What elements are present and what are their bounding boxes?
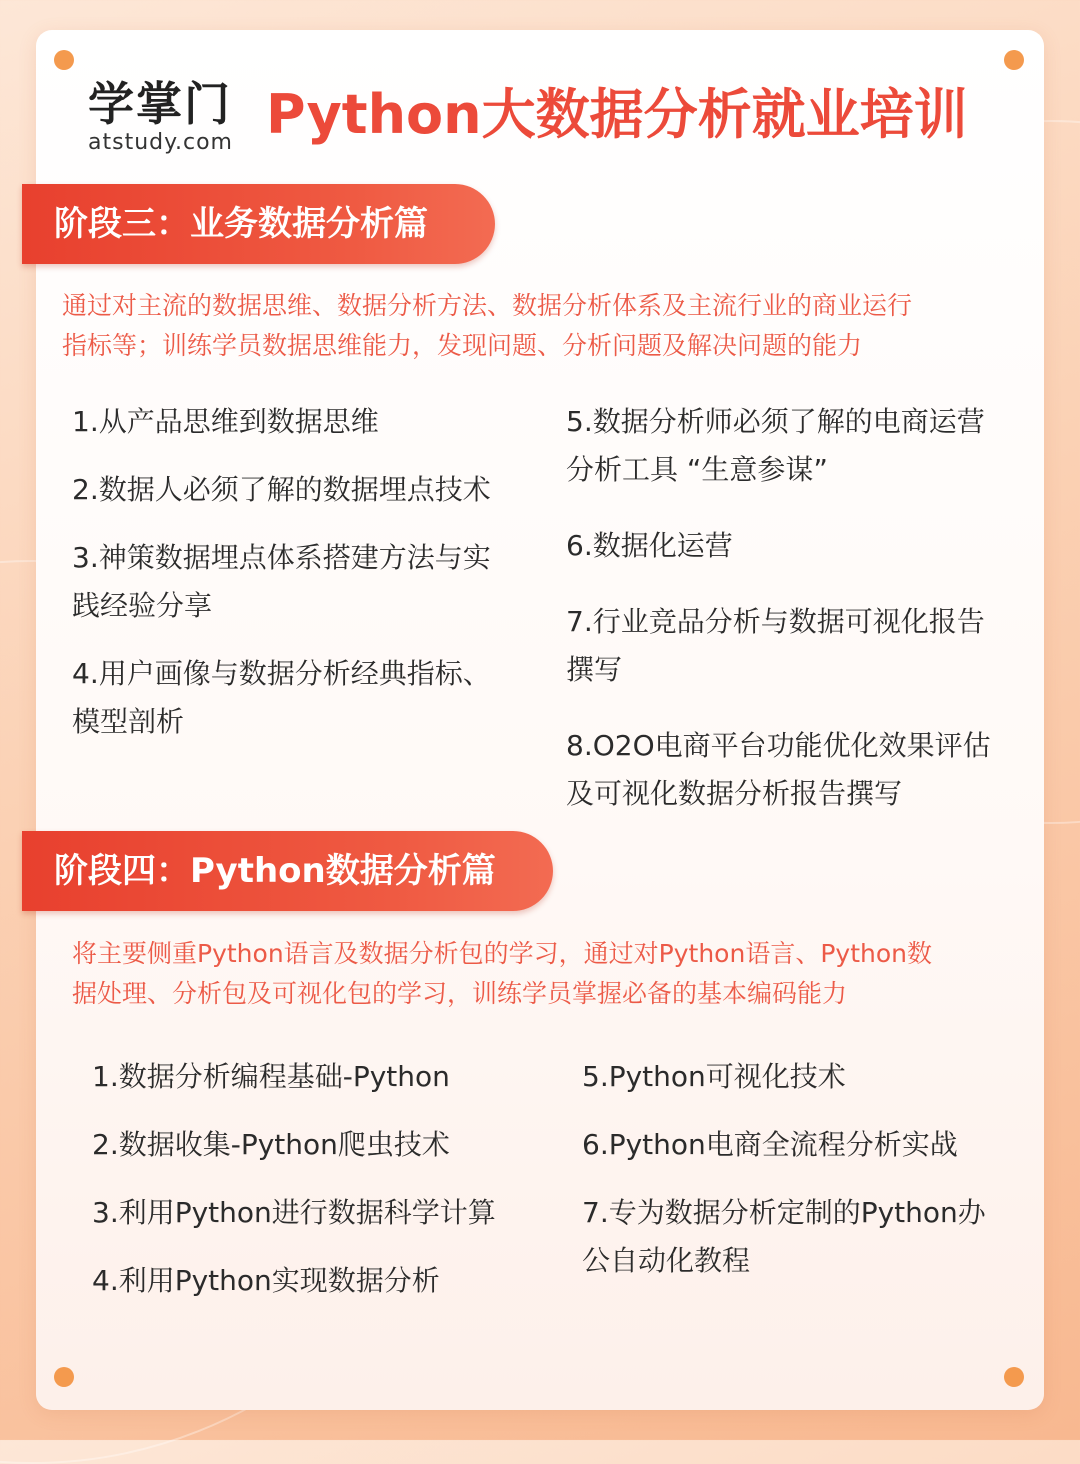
list-item: 3.神策数据埋点体系搭建方法与实 践经验分享 — [72, 541, 491, 622]
corner-dot — [54, 1367, 74, 1387]
list-item: 6.数据化运营 — [566, 529, 733, 562]
corner-dot — [54, 50, 74, 70]
list-item: 1.数据分析编程基础-Python — [92, 1060, 450, 1093]
list-item: 4.利用Python实现数据分析 — [92, 1264, 440, 1297]
stage3-desc-line: 通过对主流的数据思维、数据分析方法、数据分析体系及主流行业的商业运行 — [62, 291, 913, 320]
list-item: 5.数据分析师必须了解的电商运营 分析工具 “生意参谋” — [566, 405, 985, 486]
stage3-banner — [22, 184, 495, 264]
list-item: 5.Python可视化技术 — [582, 1060, 846, 1093]
logo-chinese: 学掌门 — [88, 77, 232, 131]
list-item: 2.数据人必须了解的数据埋点技术 — [72, 473, 491, 506]
stage3-description — [62, 286, 1032, 366]
stage4-banner — [22, 831, 553, 911]
list-item: 1.从产品思维到数据思维 — [72, 405, 379, 438]
stage3-right-list — [566, 398, 1036, 818]
brand-logo — [88, 78, 233, 156]
corner-dot — [1004, 1367, 1024, 1387]
corner-dot — [1004, 50, 1024, 70]
stage3-heading: 阶段三：业务数据分析篇 — [54, 204, 428, 244]
stage3-desc-line: 指标等；训练学员数据思维能力，发现问题、分析问题及解决问题的能力 — [62, 331, 863, 360]
stage3-left-list — [72, 398, 532, 746]
stage4-right-list — [582, 1053, 1032, 1285]
stage4-description — [72, 934, 1032, 1014]
logo-domain: atstudy.com — [88, 130, 233, 155]
list-item: 7.行业竞品分析与数据可视化报告 撰写 — [566, 605, 985, 686]
list-item: 6.Python电商全流程分析实战 — [582, 1128, 958, 1161]
page-title: Python大数据分析就业培训 — [266, 83, 968, 146]
list-item: 4.用户画像与数据分析经典指标、 模型剖析 — [72, 657, 491, 738]
stage4-desc-line: 将主要侧重Python语言及数据分析包的学习，通过对Python语言、Python数 — [72, 939, 932, 968]
list-item: 3.利用Python进行数据科学计算 — [92, 1196, 496, 1229]
stage4-left-list — [92, 1053, 562, 1305]
list-item: 7.专为数据分析定制的Python办 公自动化教程 — [582, 1196, 986, 1277]
list-item: 8.O2O电商平台功能优化效果评估 及可视化数据分析报告撰写 — [566, 729, 991, 810]
list-item: 2.数据收集-Python爬虫技术 — [92, 1128, 450, 1161]
stage4-desc-line: 据处理、分析包及可视化包的学习，训练学员掌握必备的基本编码能力 — [72, 979, 848, 1008]
stage4-heading: 阶段四：Python数据分析篇 — [54, 851, 496, 891]
